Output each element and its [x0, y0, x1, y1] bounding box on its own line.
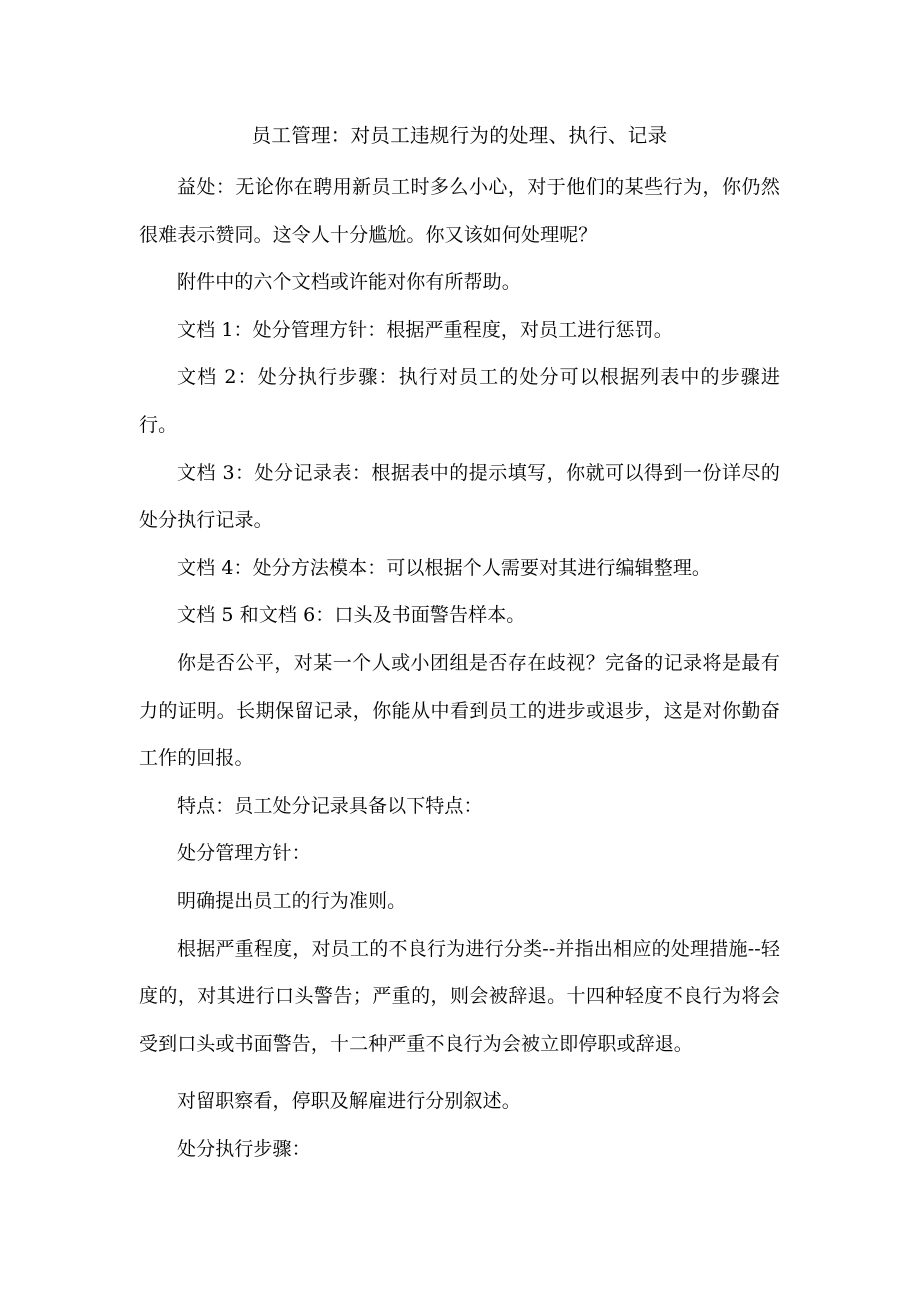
paragraph-doc-5-6: 文档 5 和文档 6：口头及书面警告样本。	[177, 604, 526, 627]
paragraph-doc-2: 文档 2：处分执行步骤：执行对员工的处分可以根据列表中的步骤进行。	[139, 366, 780, 436]
paragraph-features: 特点：员工处分记录具备以下特点：	[177, 794, 483, 817]
paragraph-severity-classes: 根据严重程度，对员工的不良行为进行分类--并指出相应的处理措施--轻度的，对其进行口头警告；严重的，则会被辞退。十四种轻度不良行为将会受到口头或书面警告，十二种严重不良行为会被立即停职或辞退。	[139, 937, 780, 1055]
paragraph-conduct-rules: 明确提出员工的行为准则。	[177, 889, 407, 912]
document-title: 员工管理：对员工违规行为的处理、执行、记录	[251, 124, 668, 147]
paragraph-attachments: 附件中的六个文档或许能对你有所帮助。	[177, 271, 521, 294]
document-body	[139, 115, 780, 1173]
paragraph-doc-4: 文档 4：处分方法模本：可以根据个人需要对其进行编辑整理。	[177, 556, 712, 579]
paragraph-fairness: 你是否公平，对某一个人或小团组是否存在歧视？完备的记录将是最有力的证明。长期保留记录，你能从中看到员工的进步或退步，这是对你勤奋工作的回报。	[139, 651, 780, 770]
paragraph-doc-1: 文档 1：处分管理方针：根据严重程度，对员工进行惩罚。	[177, 318, 673, 341]
paragraph-doc-3: 文档 3：处分记录表：根据表中的提示填写，你就可以得到一份详尽的处分执行记录。	[139, 461, 780, 532]
paragraph-benefits: 益处：无论你在聘用新员工时多么小心，对于他们的某些行为，你仍然很难表示赞同。这令人十分尴尬。你又该如何处理呢？	[139, 176, 780, 246]
paragraph-policy-heading: 处分管理方针：	[177, 842, 311, 865]
paragraph-probation: 对留职察看，停职及解雇进行分别叙述。	[177, 1090, 521, 1113]
paragraph-steps-heading: 处分执行步骤：	[177, 1137, 311, 1160]
